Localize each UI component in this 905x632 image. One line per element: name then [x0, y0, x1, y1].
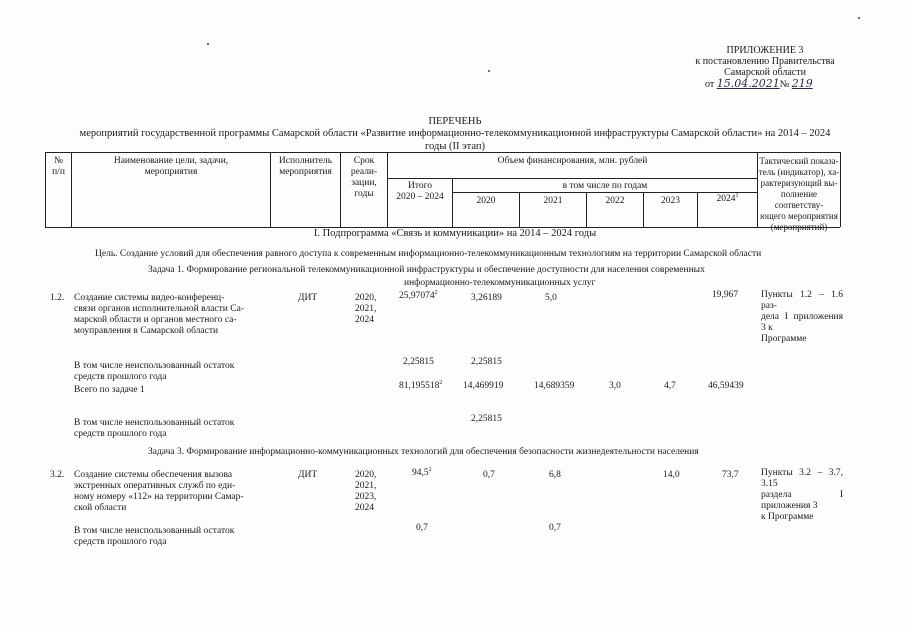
row-1-2-carry-total: 2,25815 — [403, 357, 434, 367]
task1-total-2024: 46,59439 — [708, 381, 744, 391]
header-name-line2: мероприятия — [144, 167, 198, 177]
row-1-2-total-value: 25,97074 — [399, 291, 435, 301]
row-1-2-name-line1: Создание системы видео-конференц- — [74, 293, 225, 303]
row-1-2-name-line2: связи органов исполнительной власти Са- — [74, 304, 244, 314]
row-1-2-year-line3: 2024 — [355, 315, 374, 325]
row-1-2-carry-label-line2: средств прошлого года — [74, 372, 167, 382]
from-label: от — [705, 79, 715, 90]
header-funding: Объем финансирования, млн. рублей — [497, 156, 648, 166]
handwritten-date: 15.04.2021 — [716, 77, 780, 90]
scan-speck — [488, 70, 490, 72]
row-3-2-year-line1: 2020, — [355, 470, 377, 480]
row-1-2-indicator — [761, 290, 843, 345]
row-3-2-2020: 0,7 — [483, 470, 495, 480]
task1-total-label: Всего по задаче 1 — [74, 385, 145, 395]
task1-total-2023: 4,7 — [664, 381, 676, 391]
header-years-border — [452, 192, 757, 193]
row-3-2-years — [355, 470, 376, 514]
header-name-line1: Наименование цели, задачи, — [113, 156, 229, 166]
row-3-2-indicator-line2: раздела I приложения 3 — [761, 490, 843, 511]
task1-total-2021: 14,689359 — [534, 381, 575, 391]
header-term-line4: годы — [354, 189, 374, 199]
task1-carry-label-line2: средств прошлого года — [74, 429, 167, 439]
row-1-2-year-line2: 2021, — [355, 304, 377, 314]
footnote-mark: 2 — [434, 289, 438, 296]
header-term-line1: Срок — [353, 156, 375, 166]
row-3-2-name-line1: Создание системы обеспечения вызова — [74, 470, 233, 480]
scan-speck — [858, 17, 860, 19]
row-1-2-carry-2020: 2,25815 — [471, 357, 502, 367]
scan-speck — [207, 43, 209, 45]
task1-carry-2020: 2,25815 — [471, 414, 502, 424]
table-top-border — [45, 152, 840, 153]
header-total — [388, 181, 452, 203]
col-border — [840, 152, 841, 227]
document-subtitle-cont: годы (II этап) — [425, 141, 485, 152]
header-term-line3: зации, — [351, 178, 377, 188]
header-year-2023: 2023 — [661, 196, 680, 206]
row-1-2-indicator-line2: дела I приложения 3 к — [761, 312, 843, 333]
number-label: № — [779, 79, 790, 90]
row-3-2-indicator-line3: к Программе — [761, 512, 814, 522]
row-3-2-year-line4: 2024 — [355, 503, 374, 513]
header-year-2021: 2021 — [543, 196, 563, 206]
header-term-line2: реали- — [350, 167, 378, 177]
header-tactical-line1: Тактический показа- — [759, 156, 839, 166]
row-1-2-year-line1: 2020, — [355, 293, 377, 303]
row-3-2-2023: 14,0 — [663, 470, 680, 480]
task1-title: Задача 1. Формирование региональной телекоммуникационной инфраструктуры и обеспечение доступности для населения современных — [148, 265, 705, 275]
header-tactical — [758, 156, 840, 233]
header-year-2024-label: 2024 — [716, 194, 736, 204]
row-1-2-carry-label-line1: В том числе неиспользованный остаток — [74, 361, 235, 371]
task1-total-total — [399, 381, 442, 392]
approval-region: Самарской области — [724, 67, 806, 78]
task3-title: Задача 3. Формирование информационно-коммуникационных технологий для обеспечения безопасности жизнедеятельности населения — [148, 447, 699, 457]
header-incl-years: в том числе по годам — [562, 181, 648, 191]
task1-total-2022: 3,0 — [609, 381, 621, 391]
row-3-2-executor: ДИТ — [298, 470, 318, 480]
row-1-2-executor: ДИТ — [298, 293, 318, 303]
task1-carry-label-line1: В том числе неиспользованный остаток — [74, 418, 235, 428]
row-3-2-num: 3.2. — [50, 470, 65, 480]
row-3-2-indicator-line1: Пункты 3.2 – 3.7, 3.15 — [761, 468, 843, 489]
row-3-2-year-line3: 2023, — [355, 492, 377, 502]
header-year-2024 — [698, 194, 757, 205]
header-tactical-line6: (мероприятий) — [770, 222, 828, 232]
header-num-line2: п/п — [52, 167, 65, 177]
header-term — [341, 156, 387, 200]
task1-carry-label — [74, 418, 266, 440]
approval-block — [640, 45, 890, 90]
document-heading: ПЕРЕЧЕНЬ — [428, 116, 482, 127]
row-3-2-total — [412, 468, 432, 479]
header-tactical-line2: тель (индикатор), ха- — [758, 167, 840, 177]
header-executor — [271, 156, 340, 178]
header-name — [72, 156, 270, 178]
row-3-2-2021: 6,8 — [549, 470, 561, 480]
row-1-2-indicator-line1: Пункты 1.2 – 1.6 раз- — [761, 290, 843, 311]
row-3-2-carry-2021: 0,7 — [549, 523, 561, 533]
row-3-2-name-line4: ской области — [74, 503, 127, 513]
approval-decree: к постановлению Правительства — [695, 56, 835, 67]
task1-total-2020: 14,469919 — [463, 381, 504, 391]
row-1-2-name — [74, 293, 266, 337]
header-year-2020: 2020 — [476, 196, 496, 206]
row-3-2-carry-label-line2: средств прошлого года — [74, 537, 167, 547]
footnote-mark: 1 — [735, 192, 739, 199]
row-1-2-2024: 19,967 — [712, 290, 739, 300]
header-total-range: 2020 – 2024 — [396, 192, 444, 202]
header-executor-line1: Исполнитель — [278, 156, 333, 166]
header-executor-line2: мероприятия — [279, 167, 332, 177]
row-1-2-years — [355, 293, 376, 326]
row-1-2-2020: 3,26189 — [471, 293, 502, 303]
row-3-2-total-value: 94,5 — [412, 468, 429, 478]
row-3-2-2024: 73,7 — [722, 470, 739, 480]
row-3-2-year-line2: 2021, — [355, 481, 377, 491]
task1-total-total-value: 81,195518 — [399, 381, 440, 391]
goal-text: Цель. Создание условий для обеспечения равного доступа к современным информационно-телекоммуникационным технологиям на территории Самарской области — [95, 249, 762, 259]
row-1-2-num: 1.2. — [50, 293, 65, 303]
header-num — [46, 156, 71, 178]
task1-title-cont: информационно-телекоммуникационных услуг — [404, 278, 596, 288]
row-3-2-indicator — [761, 468, 843, 523]
row-3-2-name-line2: экстренных оперативных служб по еди- — [74, 481, 236, 491]
row-1-2-name-line4: моуправления в Самарской области — [74, 326, 219, 336]
header-total-label: Итого — [407, 181, 433, 191]
row-3-2-name — [74, 470, 266, 514]
row-1-2-carry-label — [74, 361, 234, 383]
row-1-2-2021: 5,0 — [545, 293, 557, 303]
footnote-mark: 2 — [439, 379, 443, 386]
row-3-2-carry-label — [74, 526, 266, 548]
row-1-2-total — [399, 291, 438, 302]
row-1-2-indicator-line3: Программе — [761, 334, 807, 344]
subprogram-title: I. Подпрограмма «Связь и коммуникации» на 2014 – 2024 годы — [313, 228, 597, 239]
approval-date-line — [640, 78, 890, 90]
approval-title: ПРИЛОЖЕНИЕ 3 — [726, 45, 804, 56]
header-year-2022: 2022 — [605, 196, 625, 206]
row-1-2-name-line3: марской области и органов местного са- — [74, 315, 237, 325]
header-tactical-line5: ющего мероприятия — [760, 211, 838, 221]
header-tactical-line4: полнение соответству- — [774, 189, 824, 210]
row-3-2-carry-label-line1: В том числе неиспользованный остаток — [74, 526, 235, 536]
header-num-line1: № — [53, 156, 64, 166]
row-3-2-carry-total: 0,7 — [416, 523, 428, 533]
header-sub-border — [387, 178, 757, 179]
document-subtitle: мероприятий государственной программы Самарской области «Развитие информационно-телекоммуникационной инфраструктуры Самарской области» на 2014 – 2024 — [79, 128, 831, 139]
row-3-2-name-line3: ному номеру «112» на территории Самар- — [74, 492, 244, 502]
header-tactical-line3: рактеризующий вы- — [760, 178, 838, 188]
handwritten-number: 219 — [791, 77, 813, 90]
footnote-mark: 2 — [428, 466, 432, 473]
